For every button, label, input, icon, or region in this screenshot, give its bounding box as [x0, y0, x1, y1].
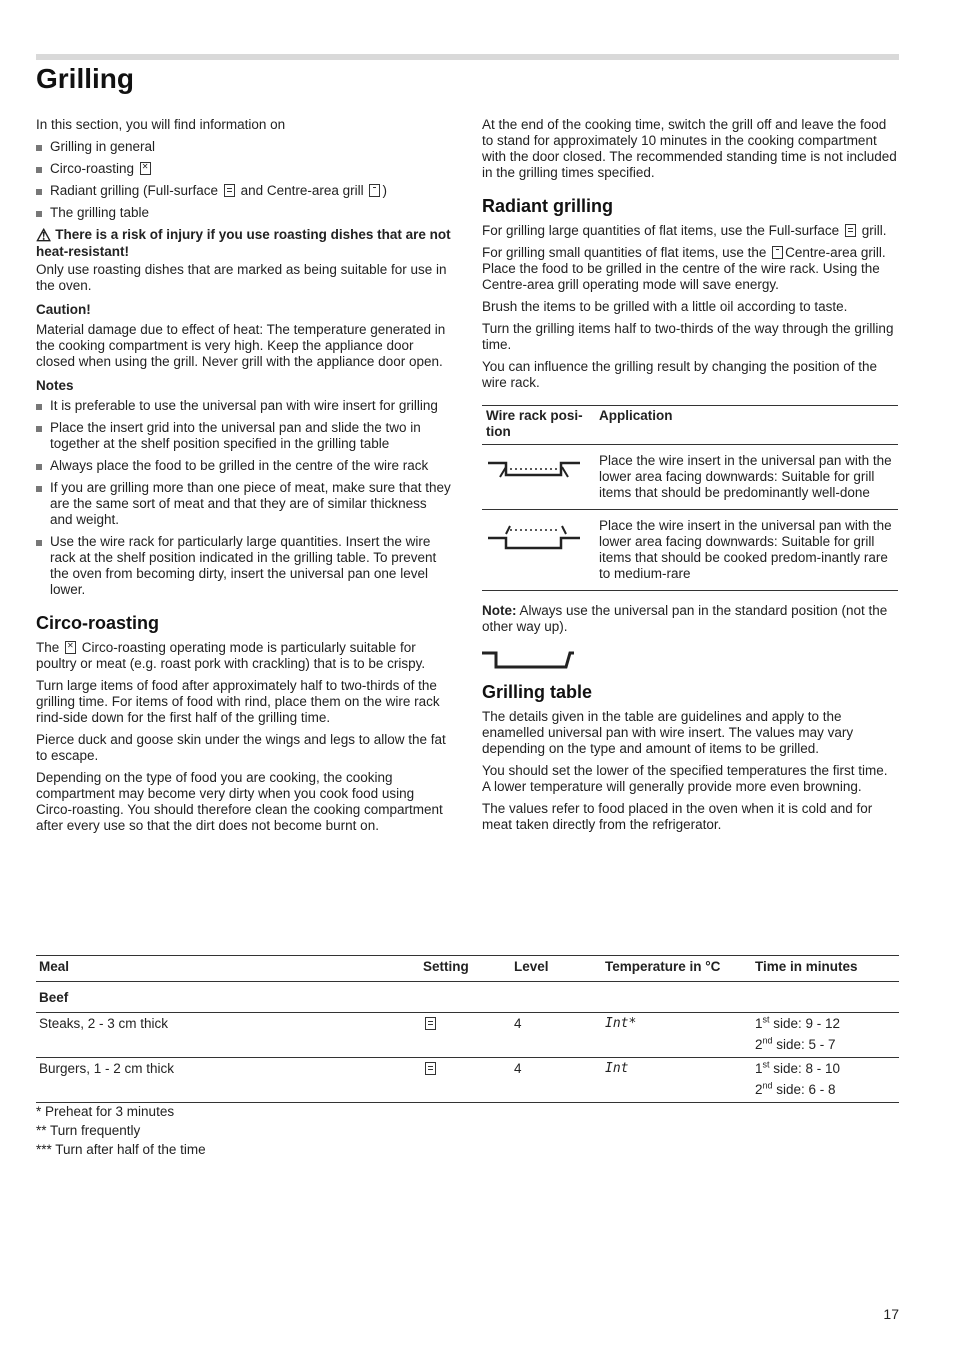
- grilling-table-p1: The details given in the table are guidelines and apply to the enamelled universal pan with wire insert. The values may vary depending on the type and amount of items to be grilled.: [482, 709, 854, 756]
- caution-heading: Caution!: [36, 302, 91, 317]
- circo-p3: Pierce duck and goose skin under the wings and legs to allow the fat to escape.: [36, 732, 446, 763]
- wire-rack-header: Wire rack posi-tion: [482, 406, 595, 445]
- temp-cell: Int*: [602, 1013, 752, 1058]
- topic-list: [36, 139, 452, 221]
- wire-rack-table: [482, 405, 898, 591]
- circo-p1: The ✕ Circo-roasting operating mode is particularly suitable for poultry or meat (e.g. roast pork with crackling) that is to be crispy.: [36, 640, 452, 672]
- list-item: The grilling table: [36, 205, 452, 221]
- universal-pan-icon: [482, 649, 578, 671]
- group-label: Beef: [36, 982, 899, 1013]
- table-row: [36, 1013, 899, 1058]
- intro-text: In this section, you will find information on: [36, 117, 286, 132]
- circo-p2: Turn large items of food after approximately half to two-thirds of the grilling time. For items of food with rind, place them on the wire rack rind-side down for the first half of the grilling time.: [36, 678, 440, 725]
- grilling-table: [36, 955, 899, 1103]
- footnote: *** Turn after half of the time: [36, 1142, 206, 1157]
- circo-roasting-icon: [65, 641, 76, 654]
- warning-heading: ⚠ There is a risk of injury if you use roasting dishes that are not heat-resistant!: [36, 226, 451, 259]
- grilling-table-heading: Grilling table: [482, 682, 593, 702]
- table-row: [482, 445, 898, 510]
- meal-cell: Steaks, 2 - 3 cm thick: [36, 1013, 420, 1058]
- grilling-table-p2: You should set the lower of the specified temperatures the first time. A lower temperature will generally provide more even browning.: [482, 763, 888, 794]
- footnote: ** Turn frequently: [36, 1123, 141, 1138]
- centre-area-grill-icon: [369, 184, 380, 197]
- list-item: It is preferable to use the universal pan with wire insert for grilling: [36, 398, 452, 414]
- circo-p4: Depending on the type of food you are cooking, the cooking compartment may become very dirty when you cook food using Circo-roasting. You should therefore clean the cooking compartment after every use so that the dirt does not become burnt on.: [36, 770, 443, 833]
- circo-heading: Circo-roasting: [36, 613, 160, 633]
- wire-rack-low-icon: [486, 455, 582, 485]
- page-title: Grilling: [36, 63, 134, 94]
- meal-cell: Burgers, 1 - 2 cm thick: [36, 1058, 420, 1103]
- right-column: [482, 117, 898, 839]
- circo-roasting-icon: [140, 162, 151, 175]
- time-header: Time in minutes: [752, 956, 899, 982]
- meal-header: Meal: [36, 956, 420, 982]
- footnotes: [36, 1104, 206, 1161]
- full-surface-grill-icon: [224, 184, 235, 197]
- radiant-p5: You can influence the grilling result by changing the position of the wire rack.: [482, 359, 878, 390]
- list-item: Use the wire rack for particularly large quantities. Insert the wire rack at the shelf position indicated in the grilling table. To prevent the oven from becoming dirty, insert the universal pan one level lower.: [36, 534, 452, 598]
- temperature-header: Temperature in °C: [602, 956, 752, 982]
- wire-rack-high-icon: [486, 520, 582, 550]
- application-text: Place the wire insert in the universal pan with the lower area facing downwards: Suitable for grill items that should be cooked predom-inantly rare to medium-rare: [595, 510, 898, 591]
- grilling-table-p3: The values refer to food placed in the oven when it is cold and for meat taken directly from the refrigerator.: [482, 801, 873, 832]
- centre-area-grill-icon: [772, 246, 783, 259]
- list-item: Radiant grilling (Full-surface and Centre-area grill ): [36, 183, 452, 199]
- radiant-heading: Radiant grilling: [482, 196, 614, 216]
- level-cell: 4: [511, 1013, 602, 1058]
- table-row: [482, 510, 898, 591]
- application-text: Place the wire insert in the universal pan with the lower area facing downwards: Suitable for grill items that should be predominantly well-done: [595, 445, 898, 510]
- full-surface-grill-icon: [425, 1062, 436, 1075]
- time-cell: 1st side: 9 - 12 2nd side: 5 - 7: [752, 1013, 899, 1058]
- list-item: Place the insert grid into the universal pan and slide the two in together at the shelf position specified in the grilling table: [36, 420, 452, 452]
- radiant-p1: For grilling large quantities of flat items, use the Full-surface grill.: [482, 223, 887, 238]
- temp-cell: Int: [602, 1058, 752, 1103]
- standing-time-text: At the end of the cooking time, switch the grill off and leave the food to stand for approximately 10 minutes in the cooking compartment with the door closed. The recommended standing time is not included in the grilling times specified.: [482, 117, 897, 180]
- table-group-row: [36, 982, 899, 1013]
- full-surface-grill-icon: [425, 1017, 436, 1030]
- level-cell: 4: [511, 1058, 602, 1103]
- notes-heading: Notes: [36, 378, 74, 393]
- radiant-p2: For grilling small quantities of flat items, use the Centre-area grill. Place the food to be grilled in the centre of the wire rack. Using the Centre-area grill operating mode will save energy.: [482, 245, 886, 292]
- caution-text: Material damage due to effect of heat: The temperature generated in the cooking compartment is very high. Keep the appliance door closed when using the grill. Never grill with the appliance door open.: [36, 322, 446, 369]
- level-header: Level: [511, 956, 602, 982]
- table-row: [36, 1058, 899, 1103]
- warning-text: Only use roasting dishes that are marked as being suitable for use in the oven.: [36, 262, 447, 293]
- list-item: If you are grilling more than one piece of meat, make sure that they are the same sort of meat and that they are of similar thickness and weight.: [36, 480, 452, 528]
- warning-icon: ⚠: [36, 226, 52, 245]
- setting-header: Setting: [420, 956, 511, 982]
- list-item: Circo-roasting ✕: [36, 161, 452, 177]
- note-text: Note: Always use the universal pan in the standard position (not the other way up).: [482, 603, 888, 634]
- time-cell: 1st side: 8 - 10 2nd side: 6 - 8: [752, 1058, 899, 1103]
- list-item: Always place the food to be grilled in the centre of the wire rack: [36, 458, 452, 474]
- page-number: 17: [883, 1306, 899, 1322]
- list-item: Grilling in general: [36, 139, 452, 155]
- radiant-p4: Turn the grilling items half to two-thirds of the way through the grilling time.: [482, 321, 894, 352]
- application-header: Application: [595, 406, 898, 445]
- full-surface-grill-icon: [845, 224, 856, 237]
- footnote: * Preheat for 3 minutes: [36, 1104, 175, 1119]
- left-column: [36, 117, 452, 840]
- radiant-p3: Brush the items to be grilled with a little oil according to taste.: [482, 299, 848, 314]
- notes-list: [36, 398, 452, 598]
- title-rule: [36, 54, 899, 60]
